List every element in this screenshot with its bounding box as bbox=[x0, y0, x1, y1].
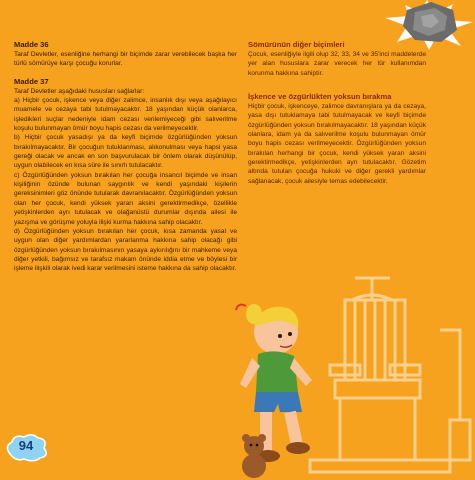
summary-1-text: Çocuk, esenliğiyle ilgili olup 32, 33, 34 ve 35'inci maddelerde yer alan hususlara zarar verecek her tür kullanımdan korunma hakkına sahiptir. bbox=[248, 51, 426, 77]
article-37-clause-a: a) Hiçbir çocuk, işkence veya diğer zalimce, insanlık dışı veya aşağılayıcı muamele ve cezaya tabi tutulmayacaktır. 18 yaşından küçük olanlarca, işledikleri suçlar nedeniyle idam cezası verilemiyeceği gibi salıverilme koşulu bulunmayan ömür boyu hapis cezası da verilmeyecektir. bbox=[14, 97, 237, 133]
girl-with-teddy-bear-illustration bbox=[232, 296, 342, 480]
article-37-clause-b: b) Hiçbir çocuk yasadışı ya da keyfi biçimde özgürlüğünden yoksun bırakılmayacaktır. Bir çocuğun tutuklanması, alıkonulması veya hapsi yasa gereği olacak ve ancak en son başvurulacak bir önlem olarak düşünülüp, uygun olabilecek en kısa süre ile sınırlı tutulacaktır. bbox=[14, 134, 237, 170]
article-36-text: Taraf Devletler, esenliğine herhangi bir biçimde zarar verebilecek başka her türlü sömürüye karşı çocuğu korurlar. bbox=[14, 51, 237, 68]
page-number-badge bbox=[4, 432, 48, 462]
page-number: 94 bbox=[18, 438, 34, 453]
right-column bbox=[248, 40, 426, 186]
summary-2-text: Hiçbir çocuk, işkenceye, zalimce davranışlara ya da cezaya, yasa dışı tutuklamaya tabi tutulmayacak ve keyfi biçimde özgürlüğünden yoksun bırakılmayacaktır. 18 yaşından küçük olanlara, idam ya da salıverilme koşulu bulunmayan ömür boyu hapis cezası verilmeyecektir. Özgürlüğünden yoksun bırakılan herhangi bir çocuk, kendi yüksek yararı aksini gerektirmedikçe, yetişkinlerden ayrı tutulacaktır. Gözetim altında tutulan çocuğa hukuki ve diğer gerekli yardımlar sağlanacak, çocuk ailesiyle temas edebilecektir. bbox=[248, 103, 426, 185]
left-column bbox=[14, 40, 237, 274]
article-37-heading: Madde 37 bbox=[14, 76, 49, 86]
article-36-heading: Madde 36 bbox=[14, 40, 49, 49]
summary-1-heading: Sömürünün diğer biçimleri bbox=[248, 40, 345, 49]
article-37-intro: Taraf Devletler aşağıdaki hususları sağlarlar: bbox=[14, 87, 145, 95]
article-37-clause-d: d) Özgürlüğünden yoksun bırakılan her çocuk, kısa zamanda yasal ve uygun olan diğer yardımlardan yararlanma hakkına sahip olacağı gibi özgürlüğünden yoksun bırakılmasının yasaya aykırılığını bir mahkeme veya diğer yetkili, bağımsız ve tarafsız makam önünde iddia etme ve böylesi bir işleme ilişkili olarak ivedi karar verilmesini isteme hakkına da sahip olacaktır. bbox=[14, 227, 237, 273]
summary-2-heading: İşkence ve özgürlükten yoksun bırakma bbox=[248, 92, 392, 102]
article-37-clause-c: c) Özgürlüğünden yoksun bırakılan her çocuğa insancıl biçimde ve insan kişiliğinin özünde bulunan saygınlık ve kendi yaşındaki kişilerin gereksinimleri göz önünde tutularak davranılacaktır. Özgürlüğünden yoksun olan her çocuk, kendi yüksek yararı aksini gerektirmedikçe, özellikle yetişkinlerden ayrı tutulacak ve olağanüstü durumlar dışında ailesi ile yazışma ve görüşme yoluyla ilişki kurma hakkına sahip olacaktır. bbox=[14, 171, 237, 226]
